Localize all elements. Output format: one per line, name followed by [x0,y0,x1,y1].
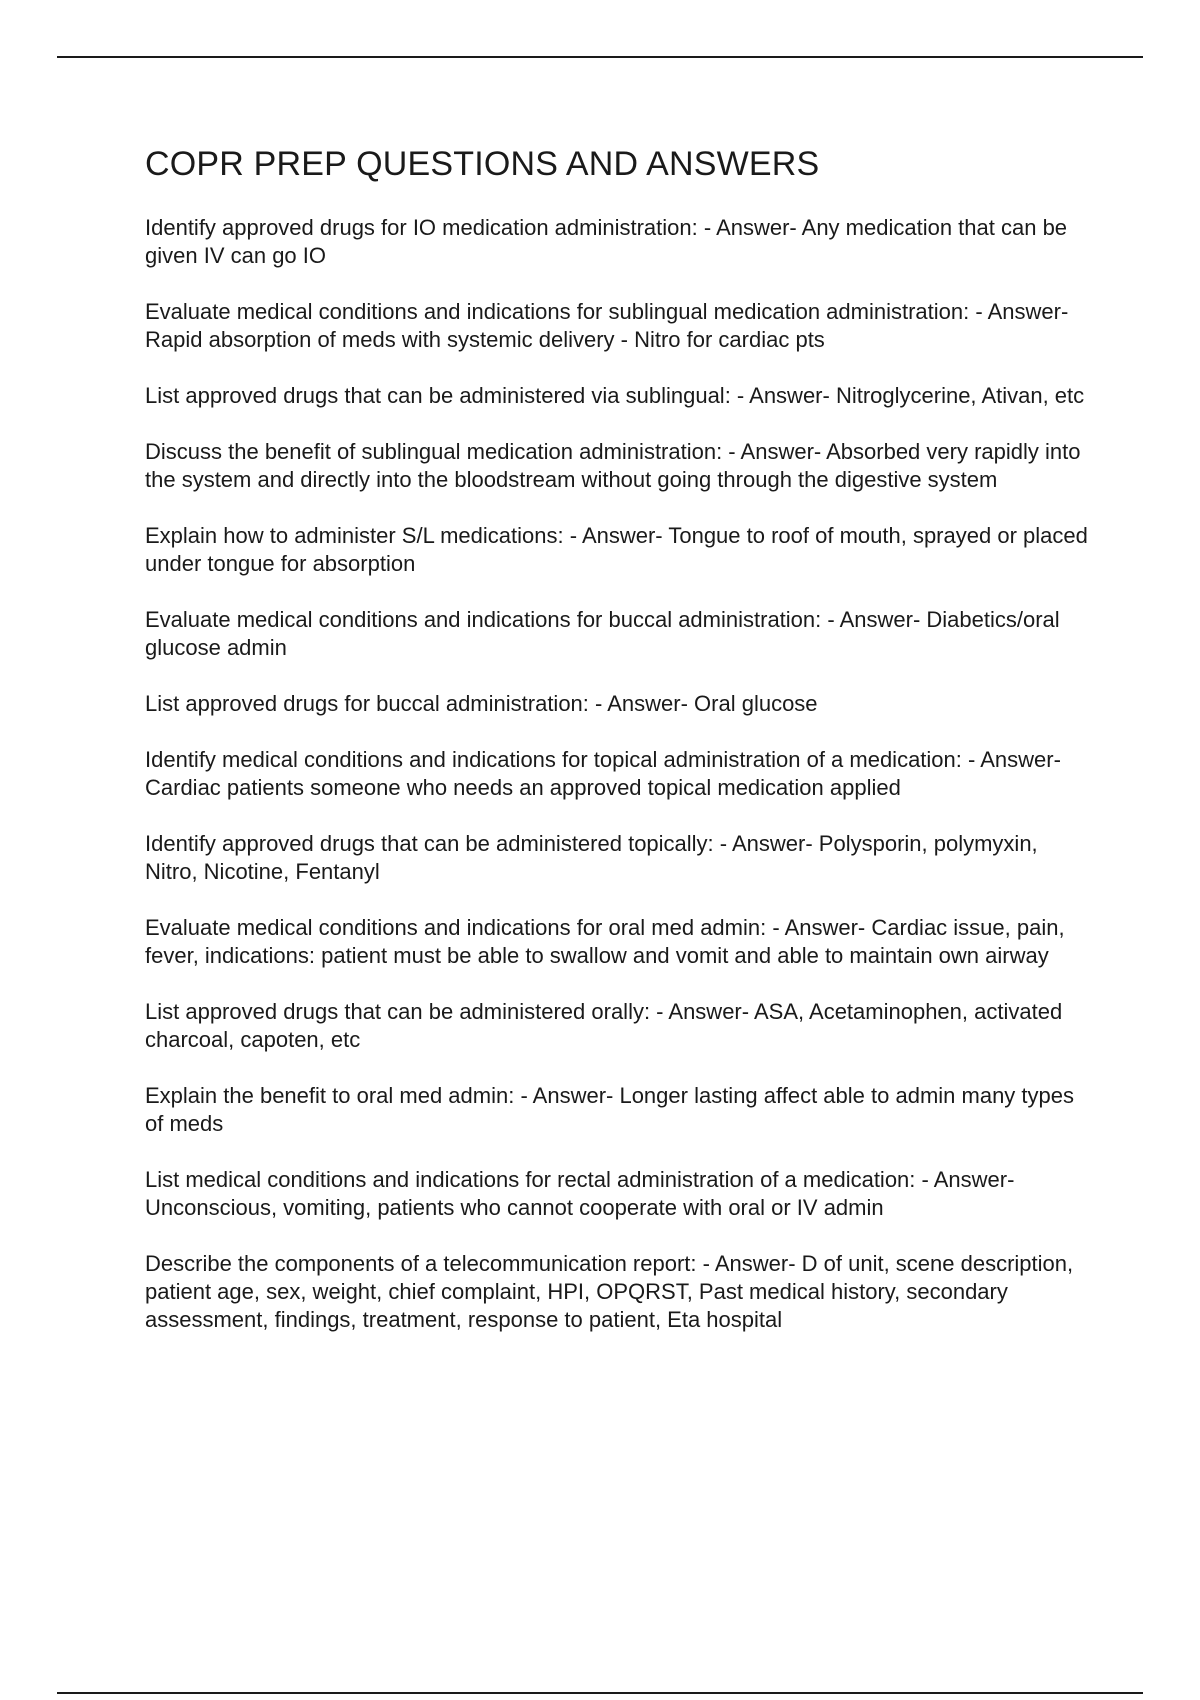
top-divider [57,56,1143,58]
qa-item: Evaluate medical conditions and indications for oral med admin: - Answer- Cardiac issue, pain, fever, indications: patient must be able to swallow and vomit and able to maintain own airway [145,915,1065,968]
qa-item: Explain how to administer S/L medications: - Answer- Tongue to roof of mouth, sprayed or placed under tongue for absorption [145,523,1088,576]
qa-item: Evaluate medical conditions and indications for sublingual medication administration: - Answer- Rapid absorption of meds with systemic delivery - Nitro for cardiac pts [145,299,1069,352]
qa-item: List approved drugs that can be administered via sublingual: - Answer- Nitroglycerine, Ativan, etc [145,383,1085,408]
qa-item: Describe the components of a telecommunication report: - Answer- D of unit, scene description, patient age, sex, weight, chief complaint, HPI, OPQRST, Past medical history, secondary assessment, findings, treatment, response to patient, Eta hospital [145,1251,1074,1332]
qa-item: Discuss the benefit of sublingual medication administration: - Answer- Absorbed very rapidly into the system and directly into the bloodstream without going through the digestive system [145,439,1081,492]
qa-item: List approved drugs for buccal administration: - Answer- Oral glucose [145,691,818,716]
qa-item: List approved drugs that can be administered orally: - Answer- ASA, Acetaminophen, activated charcoal, capoten, etc [145,999,1063,1052]
qa-item: List medical conditions and indications for rectal administration of a medication: - Answer- Unconscious, vomiting, patients who cannot cooperate with oral or IV admin [145,1167,1015,1220]
document-body [145,142,1095,1362]
qa-item: Evaluate medical conditions and indications for buccal administration: - Answer- Diabetics/oral glucose admin [145,607,1060,660]
bottom-divider [57,1692,1143,1694]
qa-item: Identify medical conditions and indications for topical administration of a medication: - Answer- Cardiac patients someone who needs an approved topical medication applied [145,747,1061,800]
qa-list [145,214,1095,1334]
qa-item: Identify approved drugs that can be administered topically: - Answer- Polysporin, polymyxin, Nitro, Nicotine, Fentanyl [145,831,1038,884]
qa-item: Identify approved drugs for IO medication administration: - Answer- Any medication that can be given IV can go IO [145,215,1068,268]
page-title: COPR PREP QUESTIONS AND ANSWERS [145,145,820,183]
qa-item: Explain the benefit to oral med admin: - Answer- Longer lasting affect able to admin many types of meds [145,1083,1074,1136]
